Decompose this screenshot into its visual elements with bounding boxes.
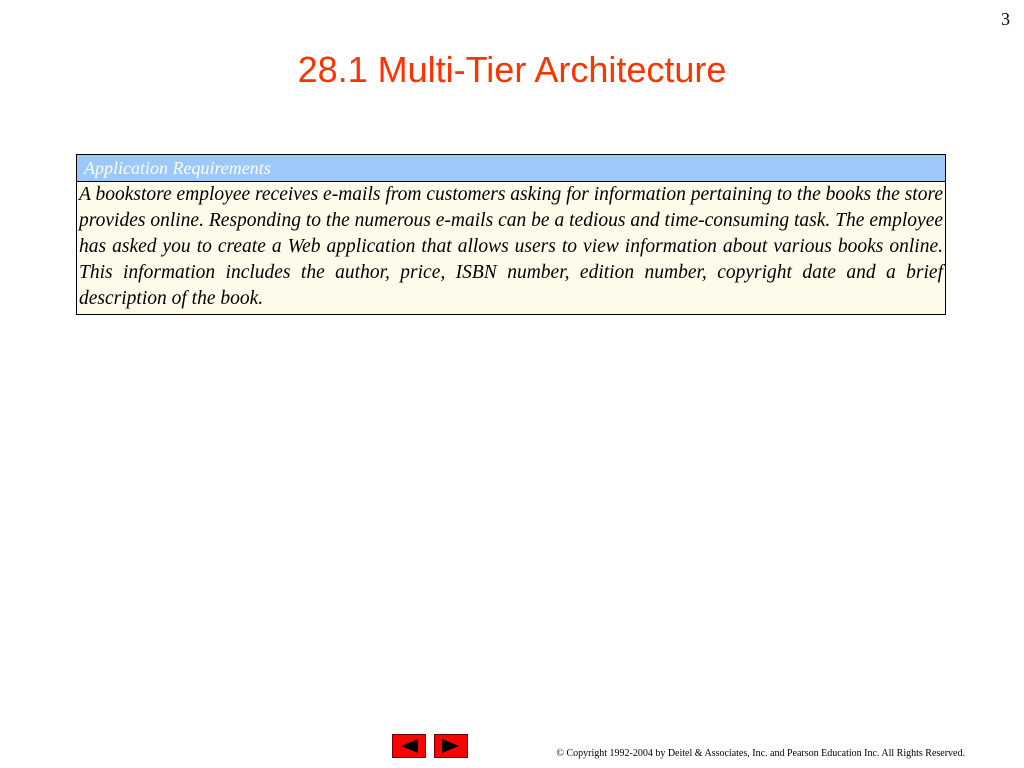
slide-title: 28.1 Multi-Tier Architecture [297,49,727,90]
slide-navigation [392,734,468,758]
arrow-left-icon [398,738,420,754]
application-requirements-table [76,154,946,315]
requirements-header: Application Requirements [77,155,945,182]
previous-slide-button[interactable] [392,734,426,758]
requirements-body: A bookstore employee receives e-mails from customers asking for information pertaining to the books the store provides online. Responding to the numerous e-mails can be a tedious and time-consuming task. The employee has asked you to create a Web application that allows users to view information about various books online. This information includes the author, price, ISBN number, edition number, copyright date and a brief description of the book. [79,184,943,309]
next-slide-button[interactable] [434,734,468,758]
page-number: 3 [1001,9,1010,29]
copyright-notice: © Copyright 1992-2004 by Deitel & Associates, Inc. and Pearson Education Inc. All Rights Reserved. [556,748,965,759]
arrow-right-icon [440,738,462,754]
